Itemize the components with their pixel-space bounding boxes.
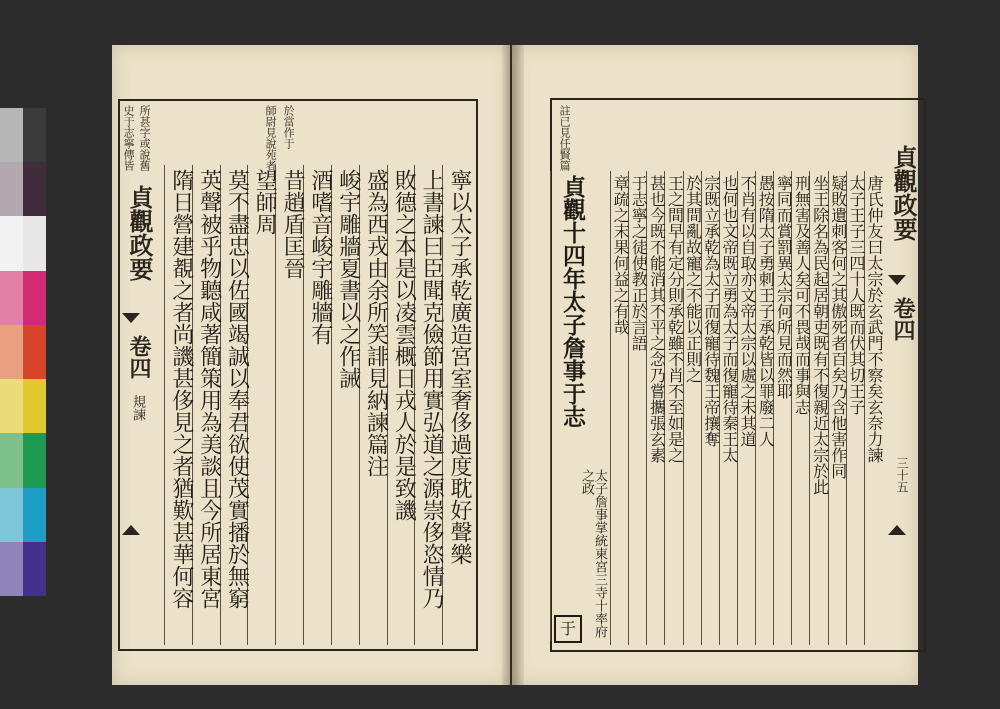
text-column: 唐氏仲友曰太宗於玄武門不察矣玄奈力諫 (864, 171, 882, 645)
open-book (112, 45, 918, 685)
text-column: 敗德之本是以凌雲概日戎人於是致譏 (387, 165, 415, 645)
head-note: 於當作于 (282, 105, 296, 149)
entry-note: 太子詹事掌統東宮三寺十率府之政 (579, 469, 607, 638)
color-swatch (23, 542, 46, 596)
section-left (128, 395, 147, 421)
color-swatch (0, 325, 23, 379)
text-column: 昔趙盾匡晉 (275, 165, 303, 645)
section-label: 規諫 (130, 395, 145, 421)
color-calibration-strip (0, 108, 46, 596)
color-swatch (23, 488, 46, 542)
color-swatch (23, 379, 46, 433)
color-swatch (0, 488, 23, 542)
book-title: 貞觀政要 (125, 185, 154, 281)
text-column: 宗既立承乾為太子而復寵待魏王帝攘奪 (701, 171, 719, 645)
text-column: 峻宇雕牆夏書以之作誡 (331, 165, 359, 645)
color-swatch (0, 162, 23, 216)
text-column: 寧同而賞罰異太宗何所見而然耶 (773, 171, 791, 645)
text-column: 坐王除名為民起居朝吏既有不復親近太宗於此 (809, 171, 827, 645)
color-swatch (23, 433, 46, 487)
text-column: 太子王子三四十人既而伏其切王子 (846, 171, 864, 645)
fishtail-mark (122, 525, 140, 535)
text-column: 望師周 (247, 165, 275, 645)
color-swatch-row (0, 108, 46, 162)
head-note: 註已見任賢篇 (558, 105, 572, 171)
book-title-left (122, 185, 157, 281)
color-swatch (0, 542, 23, 596)
head-note: 史于志寧傳皆 (122, 105, 136, 171)
text-column: 愚按隋太子勇刺王子承乾皆以罪廢二人 (755, 171, 773, 645)
text-column: 盛為西戎由余所笑誹見納諫篇注 (359, 165, 387, 645)
fishtail-mark (888, 525, 906, 535)
book-gutter (502, 45, 524, 685)
color-swatch (0, 216, 23, 270)
fishtail-mark (122, 313, 140, 323)
color-swatch-row (0, 433, 46, 487)
color-swatch (0, 108, 23, 162)
volume-left (124, 335, 155, 379)
color-swatch (23, 216, 46, 270)
text-column: 於其間亂故寵之不能以正則之 (683, 171, 701, 645)
color-swatch (0, 379, 23, 433)
color-swatch (0, 433, 23, 487)
text-column: 莫不盡忠以佐國竭誠以奉君欲使茂實播於無窮 (220, 165, 248, 645)
fishtail-mark (888, 275, 906, 285)
color-swatch-row (0, 325, 46, 379)
text-column: 甚也今既不能消其不平之念乃嘗攜張玄素 (646, 171, 664, 645)
text-column: 不肖有以自取亦文帝太宗以處之未其道 (737, 171, 755, 645)
head-note: 師尉見說苑者 (264, 105, 278, 171)
text-column: 隋日營建覩之者尚譏甚侈見之者猶歎甚華何容 (164, 165, 192, 645)
color-swatch (23, 162, 46, 216)
text-column: 刑無害及善人矣可不畏哉而事與志 (791, 171, 809, 645)
color-swatch-row (0, 379, 46, 433)
page-number: 三十五 (895, 457, 909, 493)
color-swatch (0, 271, 23, 325)
text-column: 寧以太子承乾廣造宮室奢侈過度耽好聲樂 (442, 165, 470, 645)
volume-label: 卷四 (126, 335, 152, 379)
color-swatch (23, 325, 46, 379)
color-swatch-row (0, 162, 46, 216)
text-column: 王之間早有定分則承乾雖不肖不至如是之 (664, 171, 682, 645)
volume-label: 卷四 (890, 297, 916, 341)
text-column: 章疏之末果何益之有哉 (610, 171, 628, 645)
text-column: 也何也文帝既立勇為太子而復寵待秦王太 (719, 171, 737, 645)
color-swatch-row (0, 542, 46, 596)
text-column: 酒嗜音峻宇雕牆有 (303, 165, 331, 645)
head-note: 所甚字或說舊 (138, 105, 152, 171)
volume-right (888, 297, 919, 341)
color-swatch-row (0, 271, 46, 325)
book-title: 貞觀政要 (889, 145, 918, 241)
text-column: 疑敗遺刺客何之其傲死者百矣乃含他害作同 (828, 171, 846, 645)
entry-heading: 貞觀十四年太子詹事于志 (550, 171, 584, 641)
color-swatch (23, 108, 46, 162)
boxed-character: 于 (554, 615, 582, 643)
color-swatch-row (0, 216, 46, 270)
text-column: 于志寧之徒使教正於言語 (628, 171, 646, 645)
color-swatch (23, 271, 46, 325)
book-title-right (886, 145, 921, 241)
text-column: 上書諫曰臣聞克儉節用實弘道之源崇侈恣情乃 (414, 165, 442, 645)
text-column: 英聲被乎物聽咸著簡策用為美談且今所居東宮 (192, 165, 220, 645)
color-swatch-row (0, 488, 46, 542)
